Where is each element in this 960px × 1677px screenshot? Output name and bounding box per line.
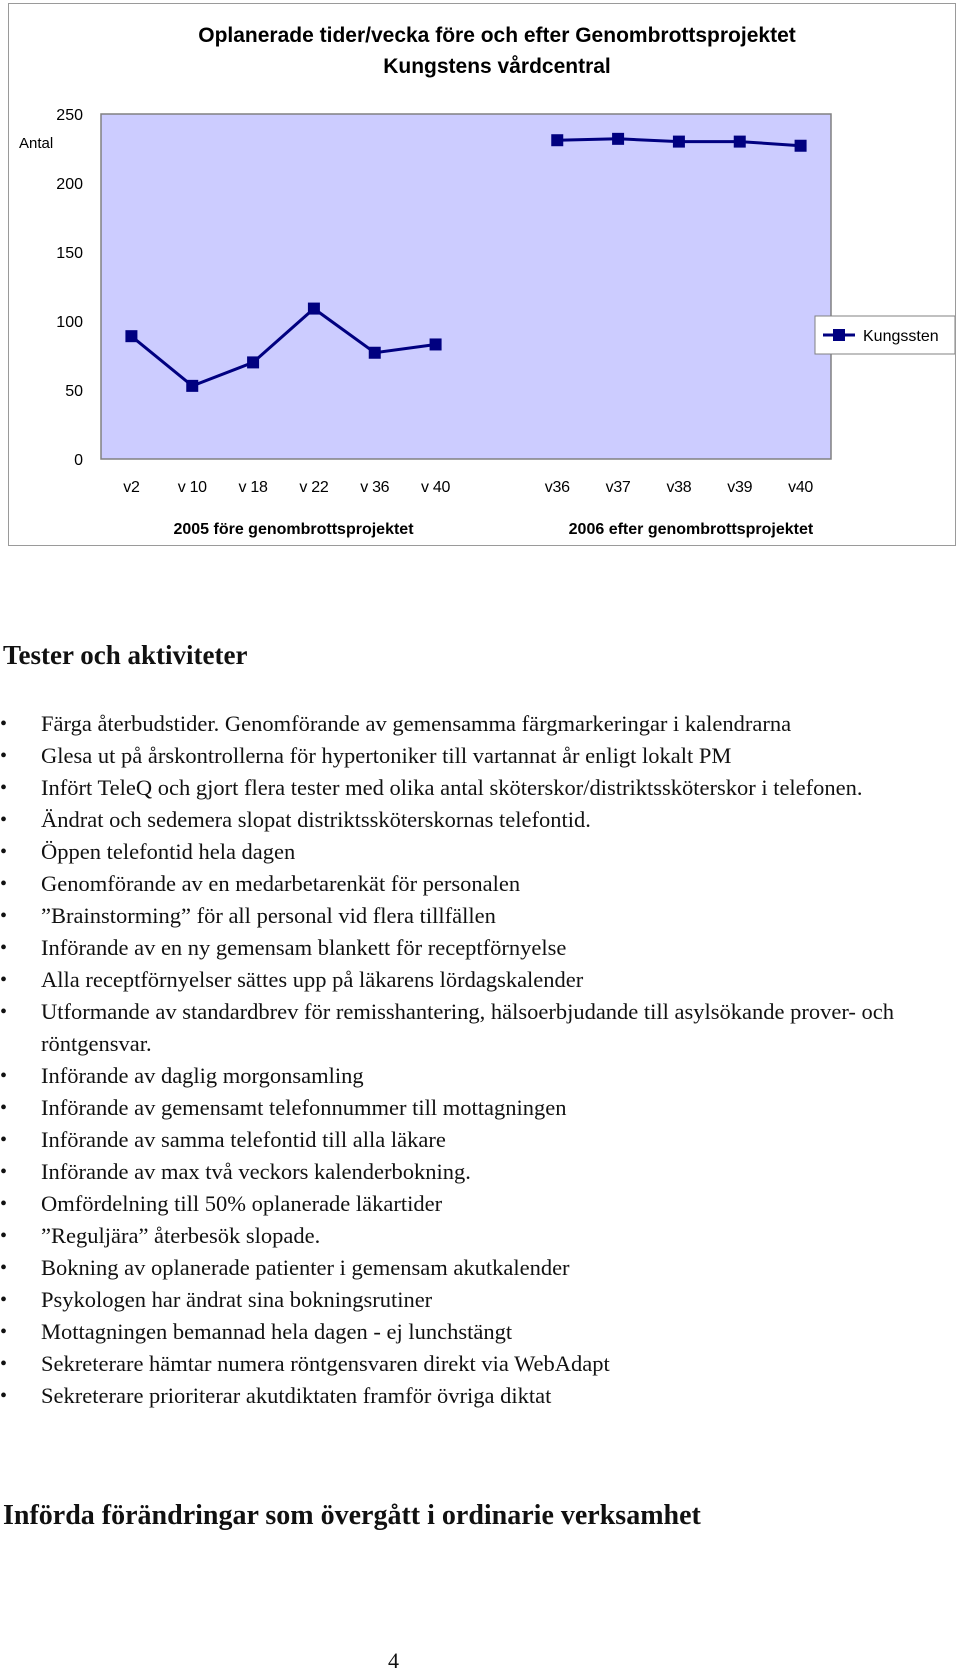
y-tick-label: 100 <box>56 314 83 331</box>
x-tick-label: v 36 <box>360 479 390 496</box>
y-tick-label: 200 <box>56 176 83 193</box>
chart-frame <box>8 3 956 546</box>
legend-label: Kungssten <box>863 328 939 345</box>
data-point <box>308 303 320 315</box>
tests-heading: Tester och aktiviteter <box>3 640 248 670</box>
y-tick-label: 150 <box>56 245 83 262</box>
y-tick-label: 250 <box>56 107 83 124</box>
list-item: • Bokning av oplanerade patienter i gemensam akutkalender <box>0 1252 950 1284</box>
list-item: • Psykologen har ändrat sina bokningsrutiner <box>0 1284 950 1316</box>
plot-area <box>101 114 831 459</box>
list-item: • Ändrat och sedemera slopat distriktssköterskornas telefontid. <box>0 804 950 836</box>
list-item: • Öppen telefontid hela dagen <box>0 836 950 868</box>
x-group-label: 2006 efter genombrottsprojektet <box>568 521 814 538</box>
list-item: • Glesa ut på årskontrollerna för hypertoniker till vartannat år enligt lokalt PM <box>0 740 950 772</box>
list-item: • Genomförande av en medarbetarenkät för personalen <box>0 868 950 900</box>
data-point <box>551 134 563 146</box>
list-item: • Införande av en ny gemensam blankett för receptförnyelse <box>0 932 950 964</box>
data-point <box>673 136 685 148</box>
list-item: • Alla receptförnyelser sättes upp på läkarens lördagskalender <box>0 964 950 996</box>
chart-title: Kungstens vårdcentral <box>383 55 611 78</box>
data-point <box>734 136 746 148</box>
list-item: • Infört TeleQ och gjort flera tester med olika antal sköterskor/distriktssköterskor i telefonen. <box>0 772 950 804</box>
data-point <box>125 330 137 342</box>
list-item: • Utformande av standardbrev för remisshantering, hälsoerbjudande till asylsökande prover- och röntgensvar. <box>0 996 950 1060</box>
line-chart <box>9 4 955 545</box>
list-item: • Omfördelning till 50% oplanerade läkartider <box>0 1188 950 1220</box>
x-tick-label: v 10 <box>177 479 207 496</box>
x-tick-label: v 18 <box>238 479 268 496</box>
data-point <box>612 133 624 145</box>
page-number: 4 <box>388 1648 399 1673</box>
list-item: • Införande av daglig morgonsamling <box>0 1060 950 1092</box>
x-tick-label: v36 <box>544 479 570 496</box>
list-item: • Mottagningen bemannad hela dagen - ej lunchstängt <box>0 1316 950 1348</box>
x-tick-label: v2 <box>123 479 140 496</box>
changes-heading: Införda förändringar som övergått i ordinarie verksamhet <box>3 1500 701 1531</box>
data-point <box>430 338 442 350</box>
list-item: • Sekreterare hämtar numera röntgensvaren direkt via WebAdapt <box>0 1348 950 1380</box>
x-tick-label: v 22 <box>299 479 329 496</box>
data-point <box>369 347 381 359</box>
x-tick-label: v39 <box>727 479 753 496</box>
activity-list <box>0 708 950 1412</box>
legend-marker <box>833 329 845 341</box>
data-point <box>795 140 807 152</box>
x-tick-label: v38 <box>666 479 692 496</box>
list-item: • Införande av samma telefontid till alla läkare <box>0 1124 950 1156</box>
list-item: • ”Reguljära” återbesök slopade. <box>0 1220 950 1252</box>
y-tick-label: 50 <box>65 383 83 400</box>
list-item: • Sekreterare prioriterar akutdiktaten framför övriga diktat <box>0 1380 950 1412</box>
x-tick-label: v37 <box>605 479 631 496</box>
data-point <box>247 356 259 368</box>
y-axis-label: Antal <box>19 135 54 152</box>
x-tick-label: v40 <box>788 479 814 496</box>
list-item: • Införande av max två veckors kalenderbokning. <box>0 1156 950 1188</box>
data-point <box>186 380 198 392</box>
list-item: • ”Brainstorming” för all personal vid flera tillfällen <box>0 900 950 932</box>
list-item: • Färga återbudstider. Genomförande av gemensamma färgmarkeringar i kalendrarna <box>0 708 950 740</box>
chart-title: Oplanerade tider/vecka före och efter Genombrottsprojektet <box>198 24 796 47</box>
x-group-label: 2005 före genombrottsprojektet <box>173 521 414 538</box>
x-tick-label: v 40 <box>421 479 451 496</box>
y-tick-label: 0 <box>74 452 83 469</box>
list-item: • Införande av gemensamt telefonnummer till mottagningen <box>0 1092 950 1124</box>
